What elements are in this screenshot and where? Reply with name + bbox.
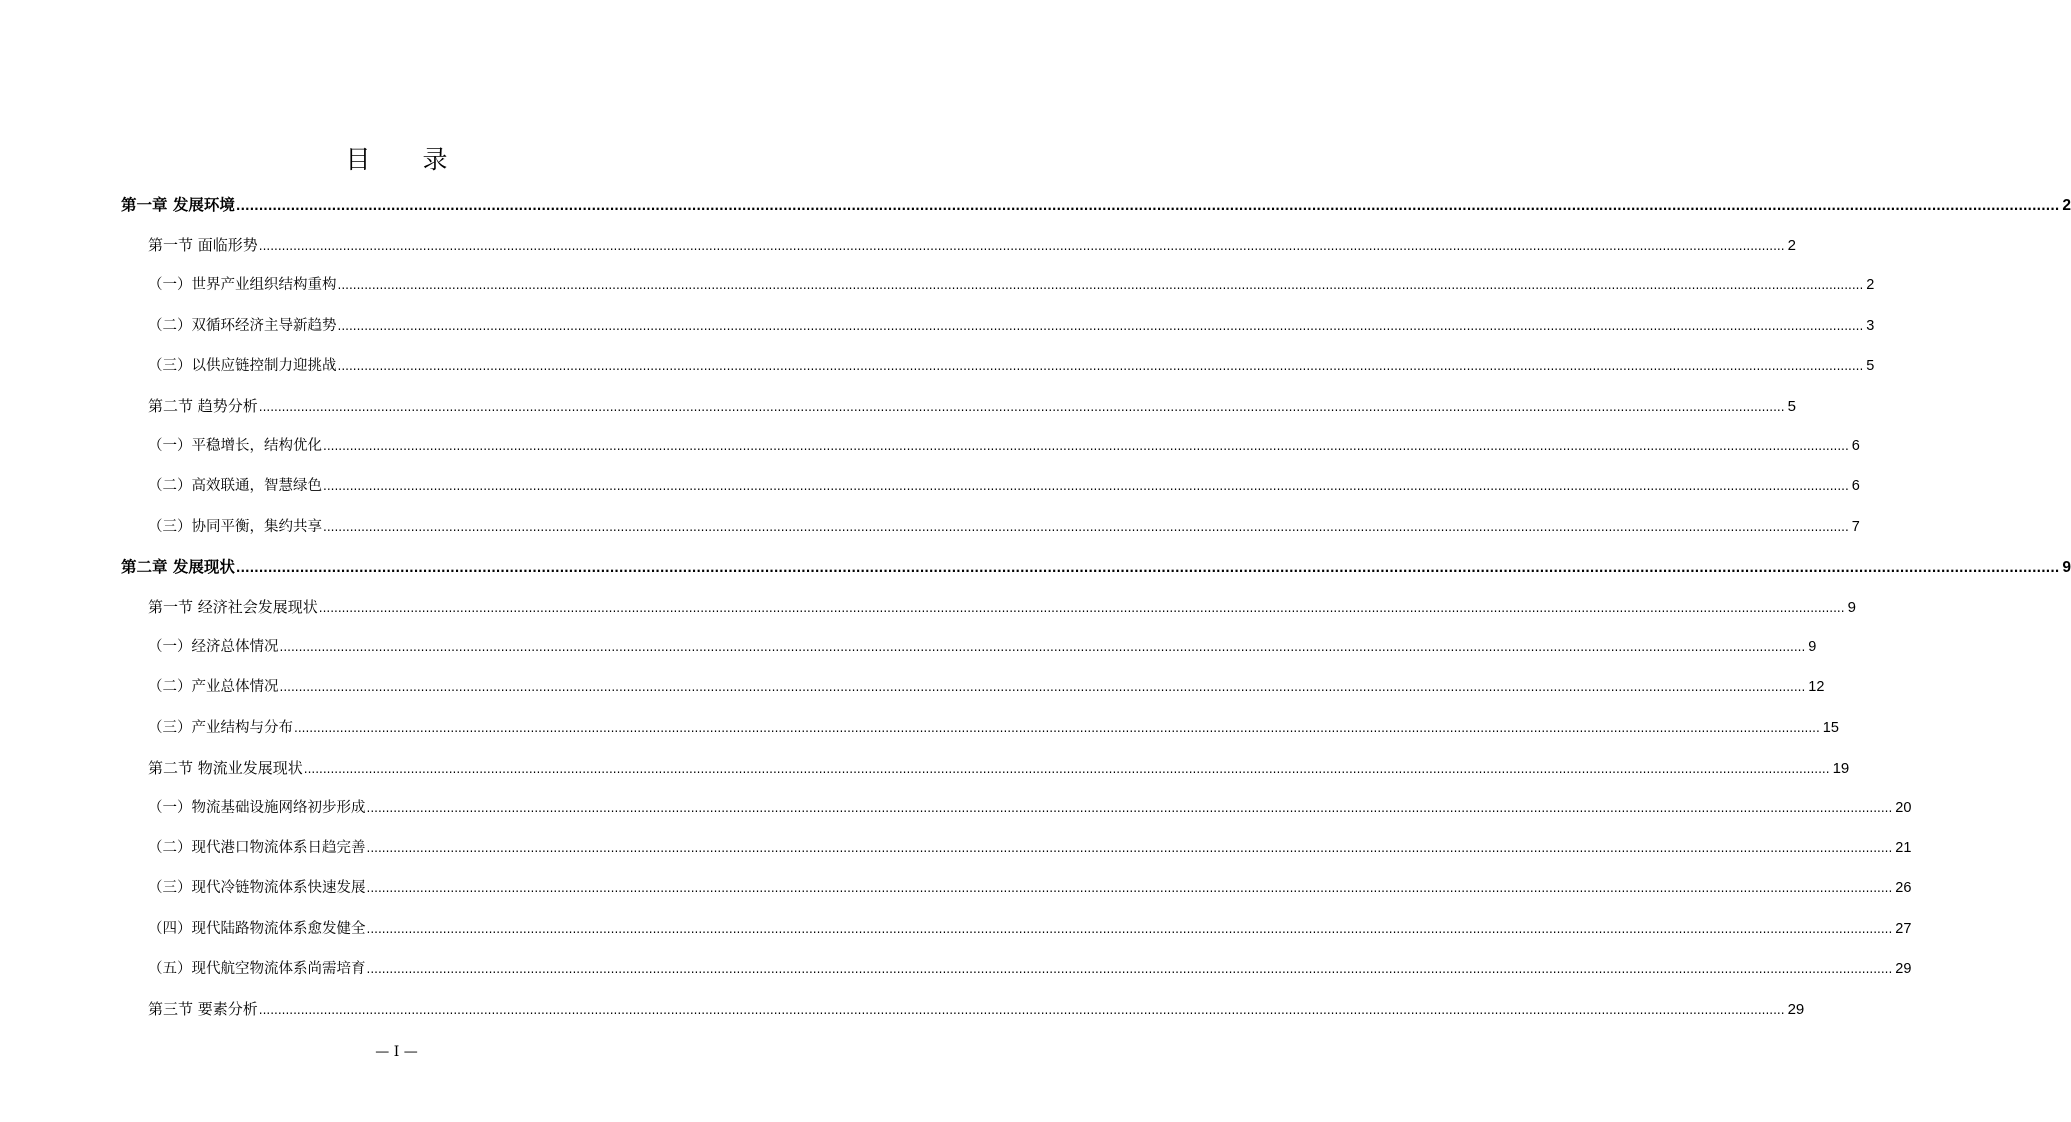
toc-title: 目 录 bbox=[345, 145, 470, 174]
toc-entry-text: 第三节 要素分析 bbox=[148, 1000, 258, 1018]
toc-entry-text: （三）以供应链控制力迎挑战 bbox=[148, 357, 337, 374]
toc-entry-text: 第一节 面临形势 bbox=[148, 236, 258, 255]
toc-page-number: 6 bbox=[1851, 478, 1860, 495]
toc-entry[interactable] bbox=[148, 469, 1860, 503]
toc-entry-text: （一）世界产业组织结构重构 bbox=[148, 277, 337, 294]
toc-dot-leader: ................................................................................................................................................................................................................................................................................................................................................................................................................ bbox=[258, 239, 1785, 254]
toc-page-number: 20 bbox=[1895, 800, 1912, 816]
toc-entry[interactable] bbox=[148, 309, 1875, 343]
toc-entry-text: 第二节 趋势分析 bbox=[148, 397, 258, 415]
toc-page-number: 12 bbox=[1808, 679, 1825, 696]
toc-page-number: 29 bbox=[1895, 960, 1912, 977]
toc-page-number: 21 bbox=[1895, 840, 1912, 857]
toc-page-number: 7 bbox=[1851, 518, 1860, 535]
toc-entry[interactable] bbox=[148, 992, 1805, 1026]
toc-entry[interactable] bbox=[148, 751, 1850, 785]
toc-dot-leader: ................................................................................................................................................................................................................................................................................................................................................................................................................ bbox=[337, 358, 1864, 373]
toc-entry-text: （二）产业总体情况 bbox=[148, 679, 279, 696]
toc-entry-text: （三）产业结构与分布 bbox=[148, 719, 293, 736]
toc-dot-leader: ................................................................................................................................................................................................................................................................................................................................................................................................................ bbox=[294, 720, 1820, 735]
toc-entry-text: （三）现代冷链物流体系快速发展 bbox=[148, 880, 366, 897]
toc-dot-leader: ................................................................................................................................................................................................................................................................................................................................................................................................................ bbox=[366, 801, 1893, 815]
toc-entry[interactable] bbox=[148, 711, 1839, 745]
toc-entry[interactable] bbox=[148, 871, 1912, 905]
toc-dot-leader: ................................................................................................................................................................................................................................................................................................................................................................................................................ bbox=[258, 400, 1785, 414]
toc-entry[interactable] bbox=[148, 268, 1875, 302]
toc-dot-leader: ................................................................................................................................................................................................................................................................................................................................................................................................................ bbox=[337, 278, 1864, 293]
toc-page-number: 5 bbox=[1787, 398, 1796, 415]
toc-entry[interactable] bbox=[148, 590, 1856, 624]
toc-page-number: 2 bbox=[2062, 197, 2071, 214]
toc-page-number: 9 bbox=[2062, 558, 2071, 576]
toc-dot-leader: ................................................................................................................................................................................................................................................................................................................................................................................................................ bbox=[279, 680, 1806, 695]
toc-entry[interactable] bbox=[148, 952, 1912, 986]
toc-entry[interactable] bbox=[148, 831, 1912, 865]
toc-entry[interactable] bbox=[148, 389, 1796, 423]
toc-dot-leader: ................................................................................................................................................................................................................................................................................................................................................................................................................ bbox=[235, 560, 2060, 575]
toc-dot-leader: ................................................................................................................................................................................................................................................................................................................................................................................................................ bbox=[235, 199, 2060, 213]
toc-page-number: 6 bbox=[1851, 438, 1860, 455]
toc-entry-text: 第一节 经济社会发展现状 bbox=[148, 598, 318, 616]
toc-entry[interactable] bbox=[121, 188, 2071, 222]
toc-entry-text: 第二章 发展现状 bbox=[121, 557, 235, 576]
toc-dot-leader: ................................................................................................................................................................................................................................................................................................................................................................................................................ bbox=[323, 479, 1849, 494]
toc-page-number: 27 bbox=[1895, 920, 1912, 937]
toc-entry[interactable] bbox=[148, 630, 1817, 664]
toc-entry-text: （五）现代航空物流体系尚需培育 bbox=[148, 960, 366, 977]
toc-entry-text: （二）双循环经济主导新趋势 bbox=[148, 317, 337, 334]
toc-dot-leader: ................................................................................................................................................................................................................................................................................................................................................................................................................ bbox=[258, 1003, 1785, 1017]
toc-dot-leader: ................................................................................................................................................................................................................................................................................................................................................................................................................ bbox=[318, 601, 1845, 615]
toc-dot-leader: ................................................................................................................................................................................................................................................................................................................................................................................................................ bbox=[279, 640, 1806, 655]
toc-entry[interactable] bbox=[148, 670, 1825, 704]
toc-entry[interactable] bbox=[148, 228, 1796, 262]
toc-entry[interactable] bbox=[148, 349, 1875, 383]
toc-dot-leader: ................................................................................................................................................................................................................................................................................................................................................................................................................ bbox=[303, 761, 1830, 776]
toc-dot-leader: ................................................................................................................................................................................................................................................................................................................................................................................................................ bbox=[337, 318, 1864, 333]
toc-page-number: 15 bbox=[1822, 719, 1839, 736]
toc-entry[interactable] bbox=[148, 510, 1860, 544]
toc-entry-text: 第二节 物流业发展现状 bbox=[148, 758, 303, 777]
toc-entry-text: （二）高效联通，智慧绿色 bbox=[148, 478, 322, 495]
toc-page-number: 26 bbox=[1895, 880, 1912, 897]
toc-page-number: 9 bbox=[1847, 599, 1856, 616]
toc-entry[interactable] bbox=[148, 429, 1860, 463]
toc-entry-text: （一）平稳增长，结构优化 bbox=[148, 438, 322, 455]
toc-page-number: 3 bbox=[1866, 317, 1875, 334]
toc-entry[interactable] bbox=[148, 791, 1912, 825]
page-footer: — I — bbox=[375, 1044, 418, 1060]
toc-entry[interactable] bbox=[148, 912, 1912, 946]
toc-page-number: 9 bbox=[1808, 639, 1817, 656]
toc-entry-text: （二）现代港口物流体系日趋完善 bbox=[148, 840, 366, 857]
toc-page-number: 2 bbox=[1787, 237, 1796, 255]
toc-entry-text: （一）物流基础设施网络初步形成 bbox=[148, 800, 366, 816]
toc-page-number: 29 bbox=[1787, 1001, 1805, 1018]
toc-page-number: 5 bbox=[1866, 357, 1875, 374]
toc-dot-leader: ................................................................................................................................................................................................................................................................................................................................................................................................................ bbox=[366, 841, 1893, 856]
toc-page-number: 2 bbox=[1866, 277, 1875, 294]
toc-page-number: 19 bbox=[1832, 759, 1850, 777]
toc-dot-leader: ................................................................................................................................................................................................................................................................................................................................................................................................................ bbox=[366, 961, 1893, 976]
toc-dot-leader: ................................................................................................................................................................................................................................................................................................................................................................................................................ bbox=[323, 439, 1849, 454]
toc-dot-leader: ................................................................................................................................................................................................................................................................................................................................................................................................................ bbox=[366, 881, 1893, 896]
toc-dot-leader: ................................................................................................................................................................................................................................................................................................................................................................................................................ bbox=[366, 921, 1893, 936]
toc-entry-text: （一）经济总体情况 bbox=[148, 639, 279, 656]
toc-entry-text: （四）现代陆路物流体系愈发健全 bbox=[148, 920, 366, 937]
toc-dot-leader: ................................................................................................................................................................................................................................................................................................................................................................................................................ bbox=[323, 519, 1849, 534]
toc-entry-text: （三）协同平衡，集约共享 bbox=[148, 518, 322, 535]
toc-entry-text: 第一章 发展环境 bbox=[121, 196, 235, 214]
toc-entry[interactable] bbox=[121, 550, 2071, 584]
